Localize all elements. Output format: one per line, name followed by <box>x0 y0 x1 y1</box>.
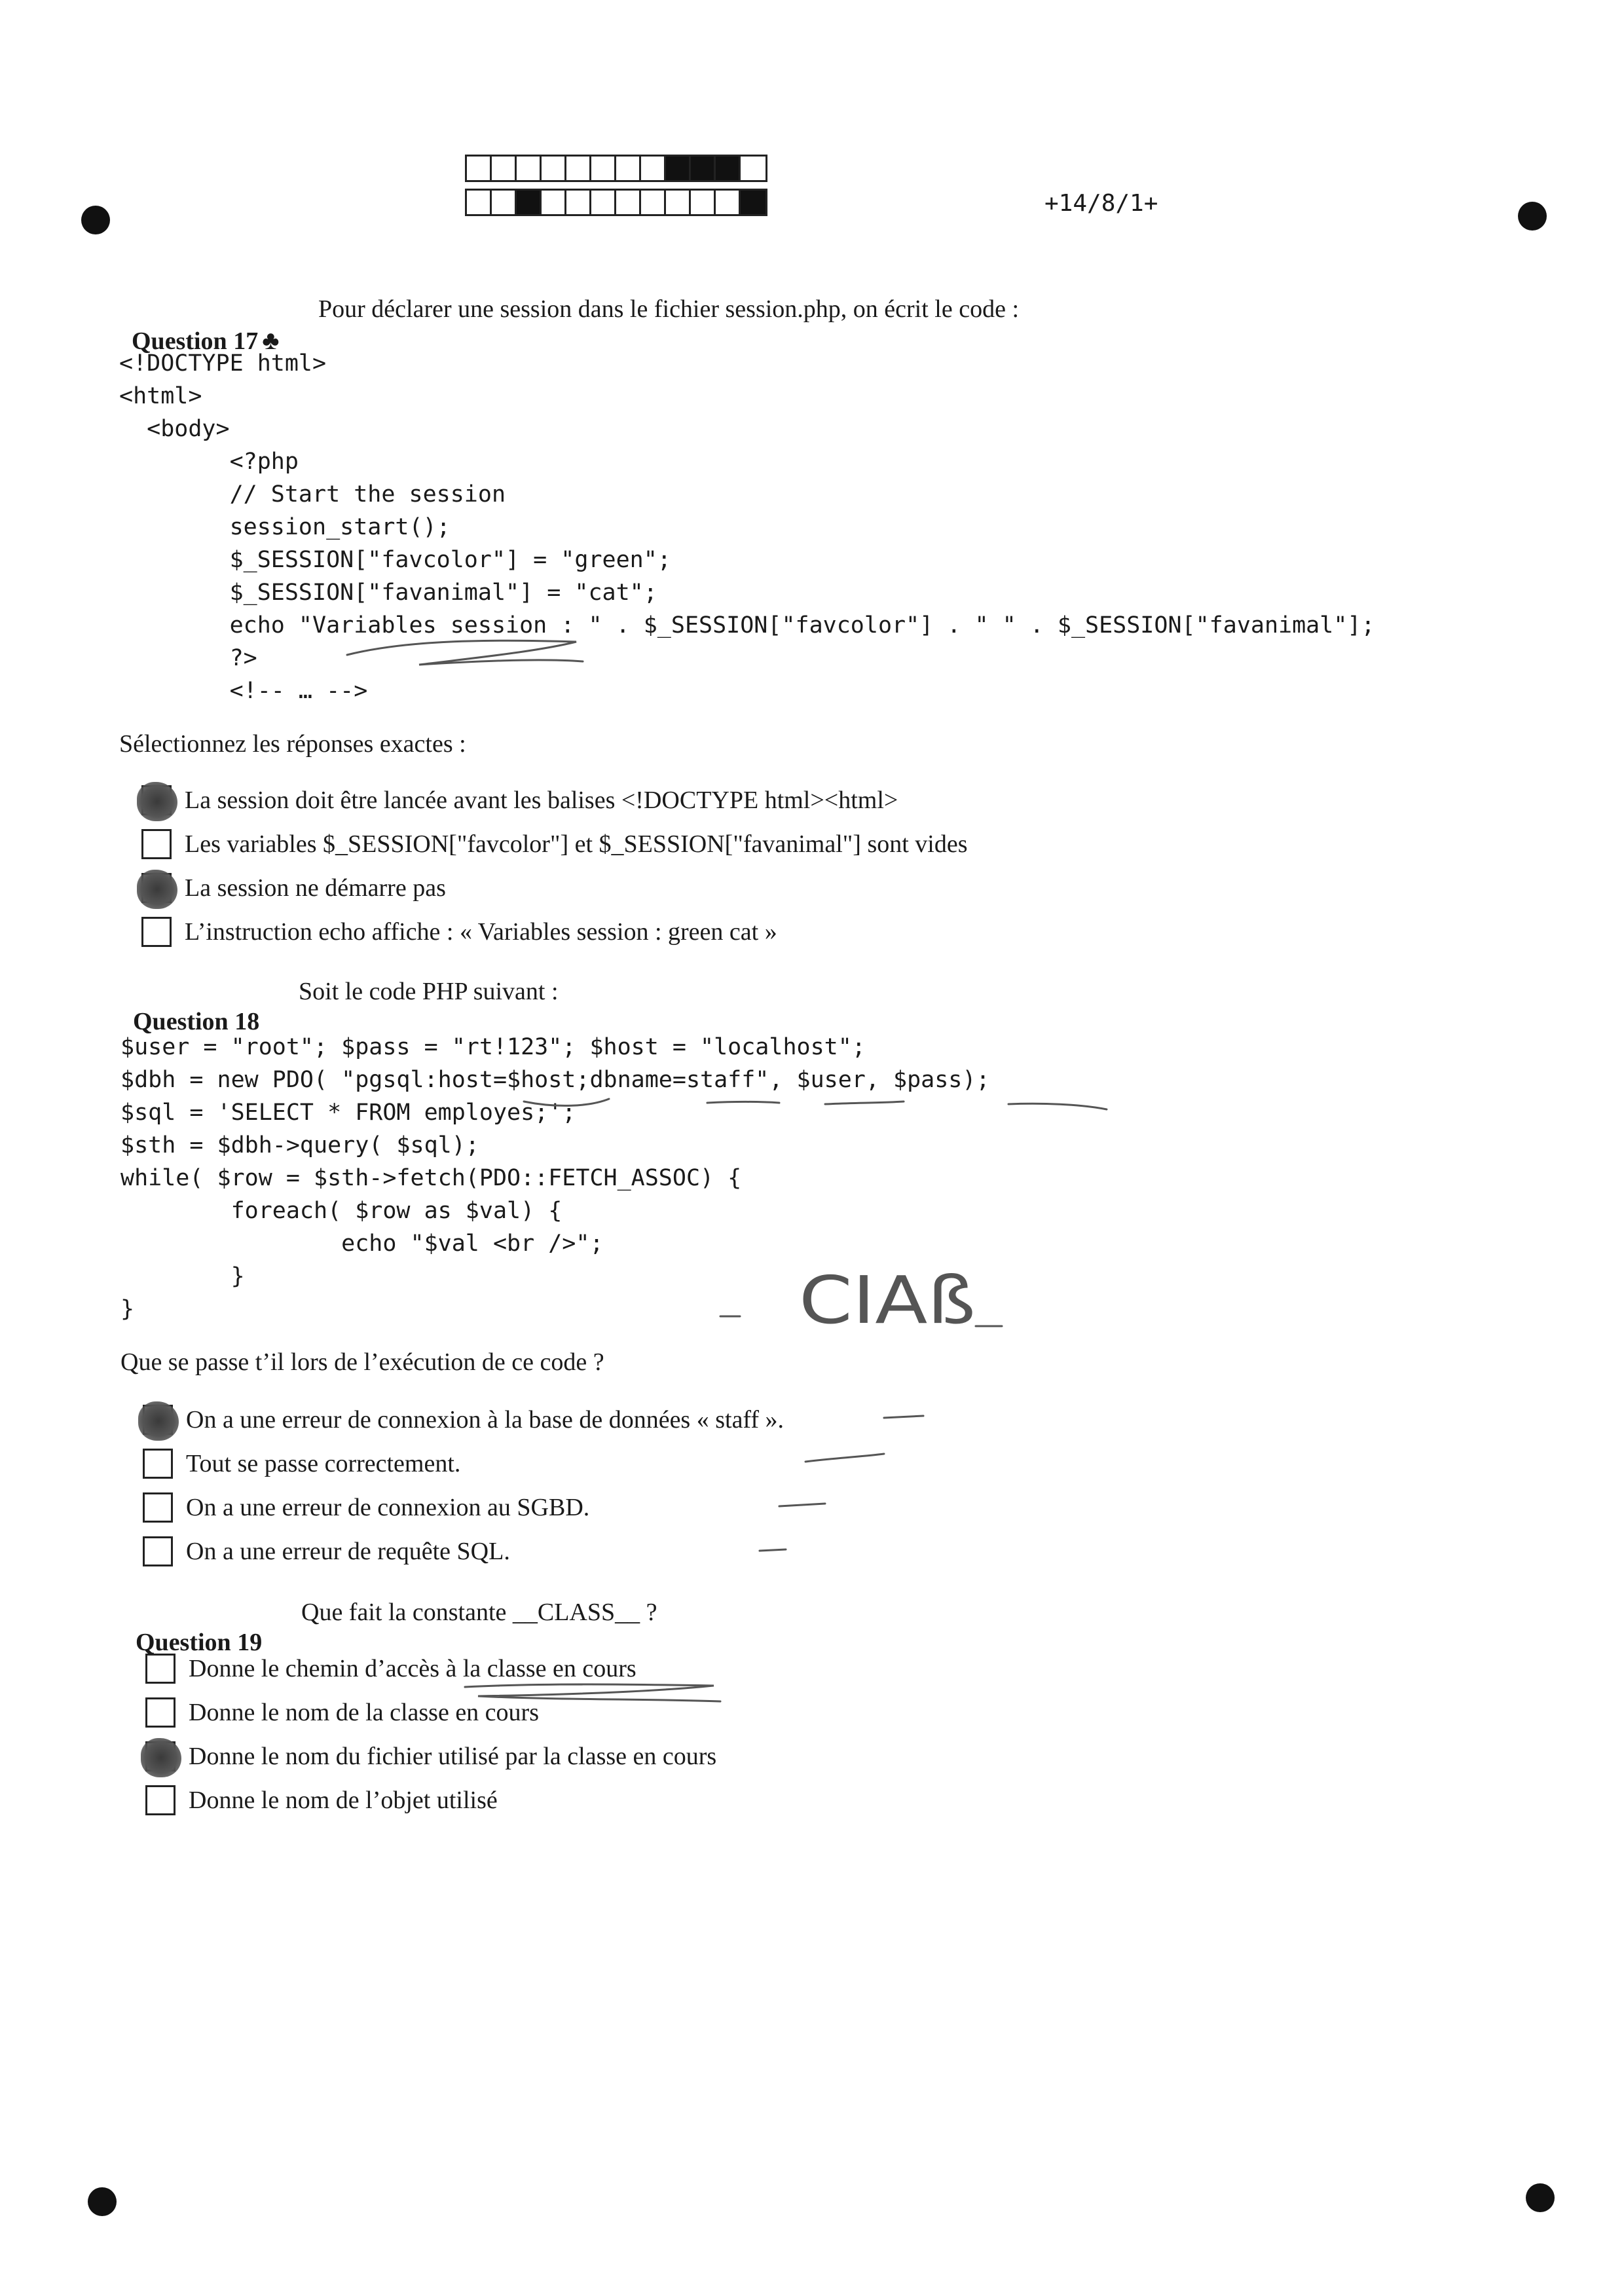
answer-text: L’instruction echo affiche : « Variables session : green cat » <box>185 918 777 946</box>
code-line: <?php <box>119 449 299 475</box>
checkbox-checked[interactable] <box>145 1741 175 1771</box>
scribble-answer-dashes <box>753 1401 950 1565</box>
code-bar-cell <box>691 191 716 214</box>
code-bar-cell <box>741 191 766 214</box>
registration-mark-bottom-right <box>1526 2183 1555 2212</box>
question-19-text: Que fait la constante __CLASS__ ? <box>301 1599 657 1626</box>
code-line: $sql = 'SELECT * FROM employes;'; <box>120 1100 576 1126</box>
checkbox[interactable] <box>143 1492 173 1523</box>
code-bar-cell <box>666 157 691 180</box>
checkbox[interactable] <box>145 1654 175 1684</box>
registration-mark-top-right <box>1518 202 1547 231</box>
checkbox[interactable] <box>145 1785 175 1815</box>
question-18-text: Soit le code PHP suivant : <box>299 978 559 1005</box>
answer-option <box>143 1401 784 1438</box>
handwritten-note-class <box>707 1244 1008 1342</box>
question-19-label: Question 19 <box>136 1629 263 1656</box>
code-bar-cell <box>666 191 691 214</box>
code-line: $_SESSION["favanimal"] = "cat"; <box>119 580 657 606</box>
code-line: echo "Variables session : " . $_SESSION["favcolor"] . " " . $_SESSION["favanimal"]; <box>119 612 1375 639</box>
question-19-header <box>123 1599 262 1657</box>
answer-option <box>143 1445 460 1482</box>
question-18-label: Question 18 <box>133 1008 260 1035</box>
code-bar-cell <box>591 157 616 180</box>
checkbox-checked[interactable] <box>141 785 172 815</box>
code-line: while( $row = $sth->fetch(PDO::FETCH_ASSOC) { <box>120 1165 742 1191</box>
code-bar-cell <box>492 157 517 180</box>
code-bar-cell <box>566 157 591 180</box>
registration-mark-bottom-left <box>88 2187 117 2216</box>
code-bar-cell <box>517 157 542 180</box>
question-17-label: Question 17 <box>132 327 259 355</box>
answer-option <box>145 1738 716 1775</box>
code-line: <body> <box>119 416 230 442</box>
registration-mark-top-left <box>81 206 110 234</box>
answer-text: Les variables $_SESSION["favcolor"] et $_SESSION["favanimal"] sont vides <box>185 830 968 858</box>
answer-option <box>141 782 898 819</box>
code-line: // Start the session <box>119 481 506 508</box>
answer-option <box>141 870 446 906</box>
page-code-bars-top <box>465 155 767 182</box>
code-bar-cell <box>467 191 492 214</box>
handwritten-note-text: CIAß <box>799 1262 976 1339</box>
question-17-instructions: Sélectionnez les réponses exactes : <box>119 730 466 758</box>
code-line: $sth = $dbh->query( $sql); <box>120 1132 479 1158</box>
checkbox-checked[interactable] <box>141 873 172 903</box>
code-line: } <box>120 1296 135 1322</box>
checkbox[interactable] <box>143 1536 173 1566</box>
code-bar-cell <box>716 157 741 180</box>
code-bar-cell <box>492 191 517 214</box>
code-line: foreach( $row as $val) { <box>120 1198 563 1224</box>
answer-text: Donne le chemin d’accès à la classe en cours <box>189 1655 637 1682</box>
question-17-code <box>119 347 1375 707</box>
code-line: $user = "root"; $pass = "rt!123"; $host = "localhost"; <box>120 1034 866 1060</box>
scribble-underline-host <box>517 1087 1107 1126</box>
code-line: session_start(); <box>119 514 451 540</box>
answer-text: Donne le nom de la classe en cours <box>189 1699 539 1726</box>
code-bar-cell <box>467 157 492 180</box>
code-line: ?> <box>119 645 257 671</box>
question-18-question: Que se passe t’il lors de l’exécution de ce code ? <box>120 1348 604 1376</box>
checkbox[interactable] <box>141 829 172 859</box>
answer-option <box>143 1533 510 1570</box>
code-line: $dbh = new PDO( "pgsql:host=$host;dbname=staff", $user, $pass); <box>120 1067 990 1093</box>
checkbox[interactable] <box>145 1697 175 1728</box>
code-line: } <box>120 1263 245 1289</box>
answer-text: On a une erreur de connexion au SGBD. <box>186 1494 590 1521</box>
code-bar-cell <box>566 191 591 214</box>
code-line: $_SESSION["favcolor"] = "green"; <box>119 547 671 573</box>
answer-text: Donne le nom du fichier utilisé par la classe en cours <box>189 1743 717 1770</box>
page-id: +14/8/1+ <box>1044 190 1158 217</box>
code-line: <html> <box>119 383 202 409</box>
code-bar-cell <box>641 191 666 214</box>
code-bar-cell <box>542 157 566 180</box>
code-bar-cell <box>716 191 741 214</box>
checkbox[interactable] <box>143 1449 173 1479</box>
answer-text: Tout se passe correctement. <box>186 1450 461 1477</box>
code-bar-cell <box>741 157 766 180</box>
scribble-underline-classe <box>452 1676 727 1709</box>
answer-option <box>145 1782 498 1819</box>
answer-option <box>141 914 777 950</box>
code-bar-cell <box>616 191 641 214</box>
answer-text: La session doit être lancée avant les balises <!DOCTYPE html><html> <box>185 787 898 814</box>
scribble-underline-session <box>341 629 589 675</box>
answer-option <box>143 1489 589 1526</box>
code-bar-cell <box>542 191 566 214</box>
answer-option <box>141 826 968 862</box>
code-bar-cell <box>591 191 616 214</box>
checkbox[interactable] <box>141 917 172 947</box>
code-bar-cell <box>691 157 716 180</box>
code-bar-cell <box>616 157 641 180</box>
page-code-bars-bottom <box>465 189 767 216</box>
code-bar-cell <box>641 157 666 180</box>
code-line: <!DOCTYPE html> <box>119 350 327 377</box>
answer-text: On a une erreur de requête SQL. <box>186 1538 510 1565</box>
answer-text: La session ne démarre pas <box>185 874 446 902</box>
question-17-text: Pour déclarer une session dans le fichier session.php, on écrit le code : <box>318 295 1020 323</box>
code-line: echo "$val <br />"; <box>120 1231 604 1257</box>
question-18-header <box>120 978 259 1036</box>
code-bar-cell <box>517 191 542 214</box>
answer-text: Donne le nom de l’objet utilisé <box>189 1787 498 1814</box>
answer-text: On a une erreur de connexion à la base de données « staff ». <box>186 1406 784 1434</box>
club-symbol: ♣ <box>262 325 280 355</box>
checkbox-checked[interactable] <box>143 1405 173 1435</box>
code-line: <!-- … --> <box>119 678 368 704</box>
